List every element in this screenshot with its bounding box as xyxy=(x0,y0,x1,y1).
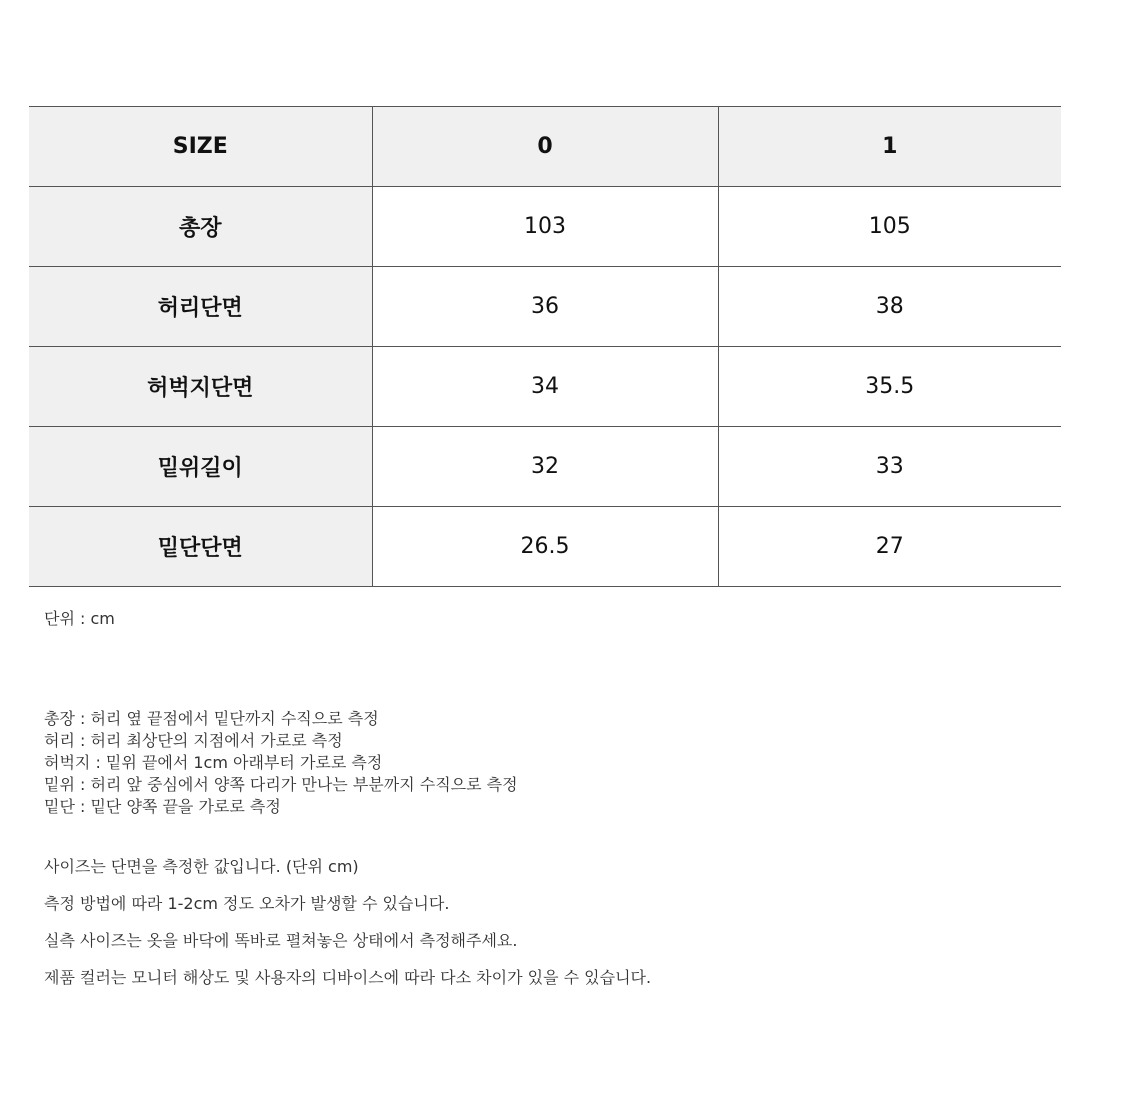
method-note-line: 밑단 : 밑단 양쪽 끝을 가로로 측정 xyxy=(44,797,281,816)
header-size-0: 0 xyxy=(372,107,718,187)
general-note-line: 측정 방법에 따라 1-2cm 정도 오차가 발생할 수 있습니다. xyxy=(44,894,450,913)
method-note-line: 총장 : 허리 옆 끝점에서 밑단까지 수직으로 측정 xyxy=(44,709,379,728)
method-note-line: 밑위 : 허리 앞 중심에서 양쪽 다리가 만나는 부분까지 수직으로 측정 xyxy=(44,775,518,794)
unit-note: 단위 : cm xyxy=(44,609,115,628)
method-note-line: 허벅지 : 밑위 끝에서 1cm 아래부터 가로로 측정 xyxy=(44,753,383,772)
table-cell: 105 xyxy=(718,187,1061,267)
header-size-1: 1 xyxy=(718,107,1061,187)
table-cell: 27 xyxy=(718,507,1061,587)
size-chart-table xyxy=(29,106,1061,587)
table-cell: 34 xyxy=(372,347,718,427)
table-cell: 35.5 xyxy=(718,347,1061,427)
row-label: 밑단단면 xyxy=(29,507,372,587)
table-cell: 33 xyxy=(718,427,1061,507)
table-row xyxy=(29,187,1061,267)
general-note-line: 사이즈는 단면을 측정한 값입니다. (단위 cm) xyxy=(44,857,359,876)
table-cell: 26.5 xyxy=(372,507,718,587)
measurement-method-notes xyxy=(44,708,518,818)
row-label: 총장 xyxy=(29,187,372,267)
general-notes xyxy=(44,854,651,1002)
header-size: SIZE xyxy=(29,107,372,187)
general-note-line: 실측 사이즈는 옷을 바닥에 똑바로 펼쳐놓은 상태에서 측정해주세요. xyxy=(44,931,518,950)
row-label: 허리단면 xyxy=(29,267,372,347)
row-label: 허벅지단면 xyxy=(29,347,372,427)
table-cell: 36 xyxy=(372,267,718,347)
table-cell: 38 xyxy=(718,267,1061,347)
table-cell: 103 xyxy=(372,187,718,267)
method-note-line: 허리 : 허리 최상단의 지점에서 가로로 측정 xyxy=(44,731,343,750)
table-cell: 32 xyxy=(372,427,718,507)
row-label: 밑위길이 xyxy=(29,427,372,507)
table-row xyxy=(29,347,1061,427)
table-row xyxy=(29,507,1061,587)
general-note-line: 제품 컬러는 모니터 해상도 및 사용자의 디바이스에 따라 다소 차이가 있을 수 있습니다. xyxy=(44,968,652,987)
table-row xyxy=(29,427,1061,507)
table-row xyxy=(29,267,1061,347)
table-header-row xyxy=(29,107,1061,187)
